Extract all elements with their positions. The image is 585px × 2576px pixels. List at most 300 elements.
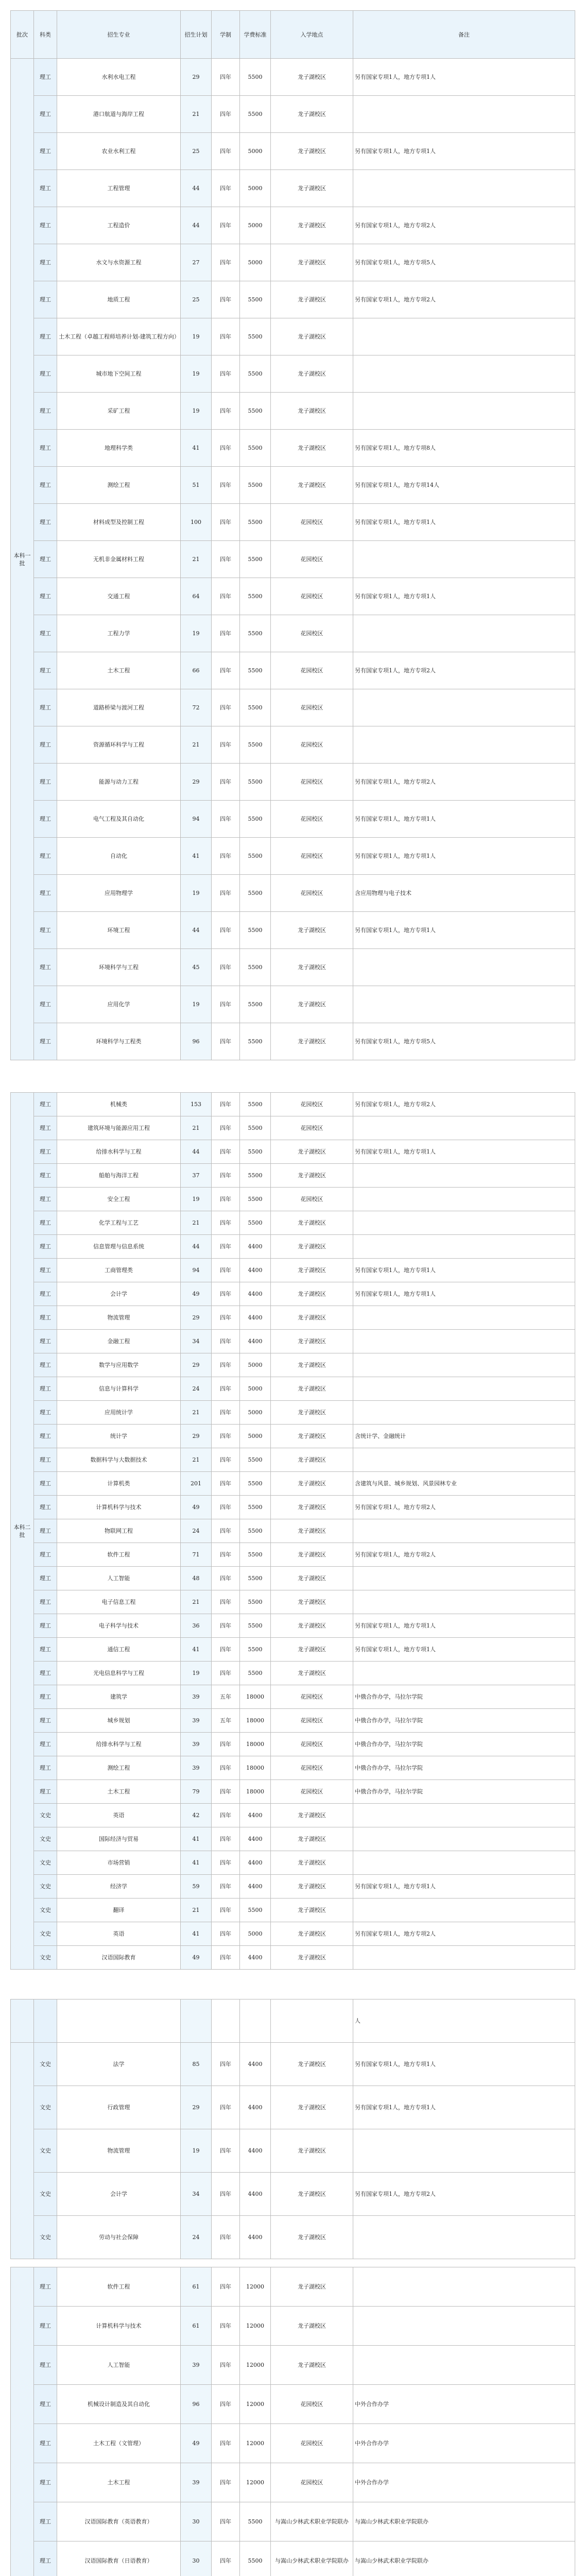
table-row: [11, 504, 575, 541]
table-row: [11, 838, 575, 875]
campus-cell: 龙子湖校区: [271, 1662, 353, 1685]
tuition-cell: 5500: [240, 1164, 271, 1188]
category-cell: 理工: [34, 1472, 57, 1496]
campus-cell: 龙子湖校区: [271, 1259, 353, 1282]
tuition-cell: 12000: [240, 2346, 271, 2385]
campus-cell: 龙子湖校区: [271, 1164, 353, 1188]
table-row: [11, 2346, 575, 2385]
table-row: [11, 1519, 575, 1543]
plan-count-cell: 39: [181, 1685, 212, 1709]
duration-cell: 四年: [212, 2463, 240, 2502]
category-cell: 理工: [34, 875, 57, 912]
remark-cell: [353, 1401, 575, 1425]
column-header: 学制: [212, 11, 240, 59]
remark-cell: 另有国家专项1人，地方专项1人: [353, 1638, 575, 1662]
category-cell: 理工: [34, 615, 57, 652]
tuition-cell: 5500: [240, 1140, 271, 1164]
plan-count-cell: 29: [181, 2086, 212, 2129]
major-cell: 测绘工程: [57, 1756, 181, 1780]
plan-count-cell: [181, 1999, 212, 2043]
duration-cell: 四年: [212, 2502, 240, 2541]
remark-cell: 另有国家专项1人，地方专项2人: [353, 281, 575, 318]
duration-cell: 四年: [212, 726, 240, 764]
plan-count-cell: 59: [181, 1875, 212, 1899]
duration-cell: 四年: [212, 2541, 240, 2576]
table-row: [11, 2173, 575, 2216]
duration-cell: 四年: [212, 578, 240, 615]
category-cell: 理工: [34, 1685, 57, 1709]
plan-count-cell: 49: [181, 1946, 212, 1970]
remark-cell: [353, 1851, 575, 1875]
tuition-cell: 5500: [240, 801, 271, 838]
category-cell: 理工: [34, 1023, 57, 1060]
remark-cell: 含统计学、金融统计: [353, 1425, 575, 1448]
campus-cell: 龙子湖校区: [271, 2267, 353, 2307]
category-cell: 理工: [34, 1543, 57, 1567]
tuition-cell: 5500: [240, 1519, 271, 1543]
batch-cell: 本科一批: [11, 59, 34, 1060]
campus-cell: 龙子湖校区: [271, 1590, 353, 1614]
category-cell: 理工: [34, 1235, 57, 1259]
plan-count-cell: 41: [181, 1851, 212, 1875]
category-cell: 理工: [34, 207, 57, 244]
table-row: [11, 1211, 575, 1235]
duration-cell: 四年: [212, 875, 240, 912]
table-row: [11, 2129, 575, 2173]
category-cell: 理工: [34, 986, 57, 1023]
plan-count-cell: 44: [181, 912, 212, 949]
campus-cell: 花园校区: [271, 764, 353, 801]
campus-cell: 花园校区: [271, 615, 353, 652]
plan-count-cell: 94: [181, 801, 212, 838]
table-row: [11, 1662, 575, 1685]
tuition-cell: 18000: [240, 1756, 271, 1780]
remark-cell: 另有国家专项1人，地方专项1人: [353, 59, 575, 96]
category-cell: 理工: [34, 1377, 57, 1401]
plan-count-cell: 79: [181, 1780, 212, 1804]
major-cell: 会计学: [57, 2173, 181, 2216]
remark-cell: [353, 1519, 575, 1543]
remark-cell: 另有国家专项1人，地方专项1人: [353, 1875, 575, 1899]
category-cell: 文史: [34, 1946, 57, 1970]
table-row: [11, 1401, 575, 1425]
category-cell: 理工: [34, 689, 57, 726]
tuition-cell: 18000: [240, 1733, 271, 1756]
duration-cell: 四年: [212, 1638, 240, 1662]
major-cell: 农业水利工程: [57, 133, 181, 170]
duration-cell: 四年: [212, 1519, 240, 1543]
plan-count-cell: 27: [181, 244, 212, 281]
remark-cell: 另有国家专项1人，地方专项1人: [353, 504, 575, 541]
category-cell: 理工: [34, 2307, 57, 2346]
plan-count-cell: 85: [181, 2043, 212, 2086]
campus-cell: 龙子湖校区: [271, 1282, 353, 1306]
remark-cell: 另有国家专项1人，地方专项1人: [353, 133, 575, 170]
admission-table: [10, 1999, 575, 2259]
tuition-cell: 4400: [240, 1330, 271, 1353]
tuition-cell: 5500: [240, 615, 271, 652]
campus-cell: [271, 1999, 353, 2043]
remark-cell: [353, 1946, 575, 1970]
major-cell: 光电信息科学与工程: [57, 1662, 181, 1685]
table-row: [11, 1306, 575, 1330]
plan-count-cell: 21: [181, 541, 212, 578]
plan-count-cell: 29: [181, 1353, 212, 1377]
plan-count-cell: 19: [181, 318, 212, 355]
table-row: [11, 1756, 575, 1780]
campus-cell: 龙子湖校区: [271, 2173, 353, 2216]
major-cell: 应用化学: [57, 986, 181, 1023]
category-cell: 文史: [34, 1827, 57, 1851]
table-row: [11, 949, 575, 986]
category-cell: 文史: [34, 2173, 57, 2216]
plan-count-cell: 44: [181, 170, 212, 207]
tuition-cell: 5500: [240, 1472, 271, 1496]
duration-cell: 四年: [212, 2307, 240, 2346]
campus-cell: 龙子湖校区: [271, 1140, 353, 1164]
tuition-cell: 5500: [240, 1188, 271, 1211]
tuition-cell: 4400: [240, 1851, 271, 1875]
campus-cell: 花园校区: [271, 801, 353, 838]
category-cell: 理工: [34, 1116, 57, 1140]
remark-cell: 另有国家专项1人，地方专项5人: [353, 244, 575, 281]
major-cell: 软件工程: [57, 2267, 181, 2307]
duration-cell: 四年: [212, 838, 240, 875]
campus-cell: 龙子湖校区: [271, 2086, 353, 2129]
table-row: [11, 912, 575, 949]
major-cell: 翻译: [57, 1899, 181, 1922]
major-cell: 无机非金属材料工程: [57, 541, 181, 578]
remark-cell: [353, 1804, 575, 1827]
major-cell: 港口航道与海岸工程: [57, 96, 181, 133]
plan-count-cell: 41: [181, 838, 212, 875]
major-cell: 采矿工程: [57, 393, 181, 430]
plan-count-cell: 72: [181, 689, 212, 726]
major-cell: 物联网工程: [57, 1519, 181, 1543]
remark-cell: 另有国家专项1人，地方专项2人: [353, 2173, 575, 2216]
category-cell: 理工: [34, 1614, 57, 1638]
table-row: [11, 1282, 575, 1306]
campus-cell: 花园校区: [271, 1685, 353, 1709]
duration-cell: 四年: [212, 1756, 240, 1780]
plan-count-cell: 66: [181, 652, 212, 689]
remark-cell: [353, 2267, 575, 2307]
tuition-cell: 5500: [240, 1448, 271, 1472]
tuition-cell: 5500: [240, 1590, 271, 1614]
campus-cell: 龙子湖校区: [271, 1330, 353, 1353]
plan-count-cell: 29: [181, 1425, 212, 1448]
tuition-cell: 12000: [240, 2463, 271, 2502]
tuition-cell: 5500: [240, 355, 271, 393]
admission-table: [10, 10, 575, 1060]
major-cell: 计算机科学与技术: [57, 1496, 181, 1519]
duration-cell: 四年: [212, 170, 240, 207]
table-row: [11, 1875, 575, 1899]
category-cell: 理工: [34, 1496, 57, 1519]
campus-cell: 龙子湖校区: [271, 912, 353, 949]
category-cell: 理工: [34, 1590, 57, 1614]
table-row: [11, 2043, 575, 2086]
major-cell: 物流管理: [57, 2129, 181, 2173]
remark-cell: 与嵩山少林武术职业学院联办: [353, 2541, 575, 2576]
duration-cell: 四年: [212, 1306, 240, 1330]
remark-cell: 另有国家专项1人，地方专项1人: [353, 1282, 575, 1306]
table-row: [11, 1899, 575, 1922]
major-cell: 机械设计制造及其自动化: [57, 2385, 181, 2424]
category-cell: 理工: [34, 2541, 57, 2576]
duration-cell: 四年: [212, 2424, 240, 2463]
plan-count-cell: 34: [181, 1330, 212, 1353]
campus-cell: 与嵩山少林武术职业学院联办: [271, 2502, 353, 2541]
plan-count-cell: 39: [181, 1733, 212, 1756]
remark-cell: 中外合作办学: [353, 2424, 575, 2463]
table-row: [11, 1614, 575, 1638]
plan-count-cell: 51: [181, 467, 212, 504]
table-row: [11, 2541, 575, 2576]
remark-cell: 另有国家专项1人，地方专项1人: [353, 801, 575, 838]
category-cell: 文史: [34, 1851, 57, 1875]
category-cell: 理工: [34, 504, 57, 541]
category-cell: 理工: [34, 430, 57, 467]
campus-cell: 龙子湖校区: [271, 467, 353, 504]
tuition-cell: 5500: [240, 1116, 271, 1140]
major-cell: 水利水电工程: [57, 59, 181, 96]
tuition-cell: 4400: [240, 1235, 271, 1259]
tuition-cell: 5500: [240, 1023, 271, 1060]
plan-count-cell: 41: [181, 430, 212, 467]
batch-cell: [11, 2267, 34, 2576]
plan-count-cell: 25: [181, 281, 212, 318]
duration-cell: 四年: [212, 1733, 240, 1756]
plan-count-cell: 19: [181, 1662, 212, 1685]
plan-count-cell: 29: [181, 764, 212, 801]
remark-cell: 另有国家专项1人，地方专项1人: [353, 2043, 575, 2086]
remark-cell: 中俄合作办学，马拉尔学院: [353, 1756, 575, 1780]
category-cell: 理工: [34, 912, 57, 949]
category-cell: 文史: [34, 2216, 57, 2259]
duration-cell: 四年: [212, 1590, 240, 1614]
duration-cell: 四年: [212, 541, 240, 578]
tuition-cell: 5500: [240, 281, 271, 318]
duration-cell: 四年: [212, 689, 240, 726]
duration-cell: 四年: [212, 1780, 240, 1804]
plan-count-cell: 30: [181, 2502, 212, 2541]
plan-count-cell: 19: [181, 1188, 212, 1211]
tuition-cell: 5000: [240, 1377, 271, 1401]
table-row: [11, 986, 575, 1023]
duration-cell: 四年: [212, 1567, 240, 1590]
campus-cell: 花园校区: [271, 838, 353, 875]
category-cell: 理工: [34, 1709, 57, 1733]
campus-cell: 龙子湖校区: [271, 2216, 353, 2259]
category-cell: 文史: [34, 1875, 57, 1899]
remark-cell: 另有国家专项1人，地方专项1人: [353, 838, 575, 875]
major-cell: 通信工程: [57, 1638, 181, 1662]
major-cell: 电子信息工程: [57, 1590, 181, 1614]
remark-cell: 中俄合作办学，马拉尔学院: [353, 1780, 575, 1804]
remark-cell: 另有国家专项1人，地方专项2人: [353, 764, 575, 801]
campus-cell: 龙子湖校区: [271, 1496, 353, 1519]
campus-cell: 龙子湖校区: [271, 1567, 353, 1590]
category-cell: 理工: [34, 1188, 57, 1211]
plan-count-cell: 19: [181, 875, 212, 912]
plan-count-cell: 30: [181, 2541, 212, 2576]
major-cell: 土木工程: [57, 2463, 181, 2502]
table-row: [11, 170, 575, 207]
tuition-cell: 5000: [240, 170, 271, 207]
campus-cell: 龙子湖校区: [271, 949, 353, 986]
remark-cell: 中俄合作办学，马拉尔学院: [353, 1685, 575, 1709]
campus-cell: 龙子湖校区: [271, 1543, 353, 1567]
plan-count-cell: 49: [181, 1282, 212, 1306]
category-cell: 理工: [34, 838, 57, 875]
campus-cell: 花园校区: [271, 726, 353, 764]
remark-cell: [353, 1662, 575, 1685]
major-cell: 工商管理类: [57, 1259, 181, 1282]
major-cell: 法学: [57, 2043, 181, 2086]
duration-cell: 四年: [212, 2173, 240, 2216]
category-cell: 理工: [34, 1211, 57, 1235]
tuition-cell: 5500: [240, 875, 271, 912]
duration-cell: 四年: [212, 2346, 240, 2385]
remark-cell: 另有国家专项1人，地方专项14人: [353, 467, 575, 504]
campus-cell: 龙子湖校区: [271, 96, 353, 133]
major-cell: 物流管理: [57, 1306, 181, 1330]
major-cell: 电气工程及其自动化: [57, 801, 181, 838]
campus-cell: 龙子湖校区: [271, 1425, 353, 1448]
duration-cell: 四年: [212, 59, 240, 96]
plan-count-cell: 45: [181, 949, 212, 986]
remark-cell: [353, 615, 575, 652]
tuition-cell: 5500: [240, 764, 271, 801]
plan-count-cell: 44: [181, 207, 212, 244]
table-row: [11, 1638, 575, 1662]
duration-cell: 四年: [212, 2086, 240, 2129]
table-row: [11, 1685, 575, 1709]
remark-cell: [353, 1353, 575, 1377]
duration-cell: 四年: [212, 912, 240, 949]
major-cell: 地质工程: [57, 281, 181, 318]
table-row: [11, 615, 575, 652]
tuition-cell: 12000: [240, 2307, 271, 2346]
campus-cell: 花园校区: [271, 504, 353, 541]
category-cell: 理工: [34, 652, 57, 689]
campus-cell: 龙子湖校区: [271, 1519, 353, 1543]
table-row: [11, 1425, 575, 1448]
plan-count-cell: 44: [181, 1140, 212, 1164]
plan-count-cell: 24: [181, 2216, 212, 2259]
plan-count-cell: 19: [181, 355, 212, 393]
remark-cell: 另有国家专项1人，地方专项1人: [353, 578, 575, 615]
remark-cell: [353, 1899, 575, 1922]
remark-cell: [353, 1188, 575, 1211]
duration-cell: 四年: [212, 1353, 240, 1377]
campus-cell: 龙子湖校区: [271, 1306, 353, 1330]
major-cell: 测绘工程: [57, 467, 181, 504]
campus-cell: 龙子湖校区: [271, 986, 353, 1023]
table-row: [11, 1259, 575, 1282]
campus-cell: 花园校区: [271, 689, 353, 726]
campus-cell: 花园校区: [271, 652, 353, 689]
remark-cell: 另有国家专项1人，地方专项1人: [353, 1259, 575, 1282]
plan-count-cell: 25: [181, 133, 212, 170]
remark-cell: 另有国家专项1人，地方专项1人: [353, 1140, 575, 1164]
tuition-cell: 4400: [240, 1827, 271, 1851]
major-cell: 给排水科学与工程: [57, 1733, 181, 1756]
campus-cell: 龙子湖校区: [271, 1804, 353, 1827]
table-row: [11, 1116, 575, 1140]
category-cell: 理工: [34, 1353, 57, 1377]
campus-cell: 龙子湖校区: [271, 170, 353, 207]
tuition-cell: 5500: [240, 467, 271, 504]
duration-cell: 四年: [212, 1425, 240, 1448]
category-cell: 理工: [34, 1448, 57, 1472]
duration-cell: 四年: [212, 1496, 240, 1519]
campus-cell: 龙子湖校区: [271, 1946, 353, 1970]
table-row: [11, 281, 575, 318]
major-cell: 环境工程: [57, 912, 181, 949]
duration-cell: 四年: [212, 318, 240, 355]
campus-cell: 龙子湖校区: [271, 430, 353, 467]
tuition-cell: 5500: [240, 59, 271, 96]
duration-cell: 四年: [212, 801, 240, 838]
remark-cell: [353, 1235, 575, 1259]
plan-count-cell: 29: [181, 59, 212, 96]
tuition-cell: 5500: [240, 393, 271, 430]
batch-cell: [11, 1999, 34, 2043]
campus-cell: 花园校区: [271, 1093, 353, 1116]
duration-cell: 四年: [212, 1164, 240, 1188]
campus-cell: 龙子湖校区: [271, 2043, 353, 2086]
duration-cell: 四年: [212, 1023, 240, 1060]
table-row: [11, 1567, 575, 1590]
duration-cell: 四年: [212, 1282, 240, 1306]
plan-count-cell: 21: [181, 1899, 212, 1922]
remark-cell: [353, 689, 575, 726]
duration-cell: 四年: [212, 764, 240, 801]
tuition-cell: 18000: [240, 1685, 271, 1709]
tuition-cell: 4400: [240, 2173, 271, 2216]
remark-cell: 另有国家专项1人，地方专项2人: [353, 1922, 575, 1946]
major-cell: 数据科学与大数据技术: [57, 1448, 181, 1472]
campus-cell: 花园校区: [271, 541, 353, 578]
major-cell: 材料成型及控制工程: [57, 504, 181, 541]
duration-cell: 四年: [212, 2267, 240, 2307]
campus-cell: 龙子湖校区: [271, 1353, 353, 1377]
plan-count-cell: 37: [181, 1164, 212, 1188]
category-cell: 理工: [34, 1093, 57, 1116]
plan-count-cell: 48: [181, 1567, 212, 1590]
table-row: [11, 1590, 575, 1614]
category-cell: 理工: [34, 1401, 57, 1425]
category-cell: 理工: [34, 281, 57, 318]
category-cell: 理工: [34, 1306, 57, 1330]
category-cell: 理工: [34, 1259, 57, 1282]
batch-cell: 本科二批: [11, 1093, 34, 1970]
column-header: 批次: [11, 11, 34, 59]
campus-cell: 龙子湖校区: [271, 281, 353, 318]
table-row: [11, 1999, 575, 2043]
duration-cell: 四年: [212, 1875, 240, 1899]
plan-count-cell: 21: [181, 1211, 212, 1235]
campus-cell: 龙子湖校区: [271, 1472, 353, 1496]
major-cell: 给排水科学与工程: [57, 1140, 181, 1164]
plan-count-cell: 64: [181, 578, 212, 615]
major-cell: 建筑环境与能源应用工程: [57, 1116, 181, 1140]
column-header: 科类: [34, 11, 57, 59]
table-row: [11, 1827, 575, 1851]
plan-count-cell: 41: [181, 1827, 212, 1851]
